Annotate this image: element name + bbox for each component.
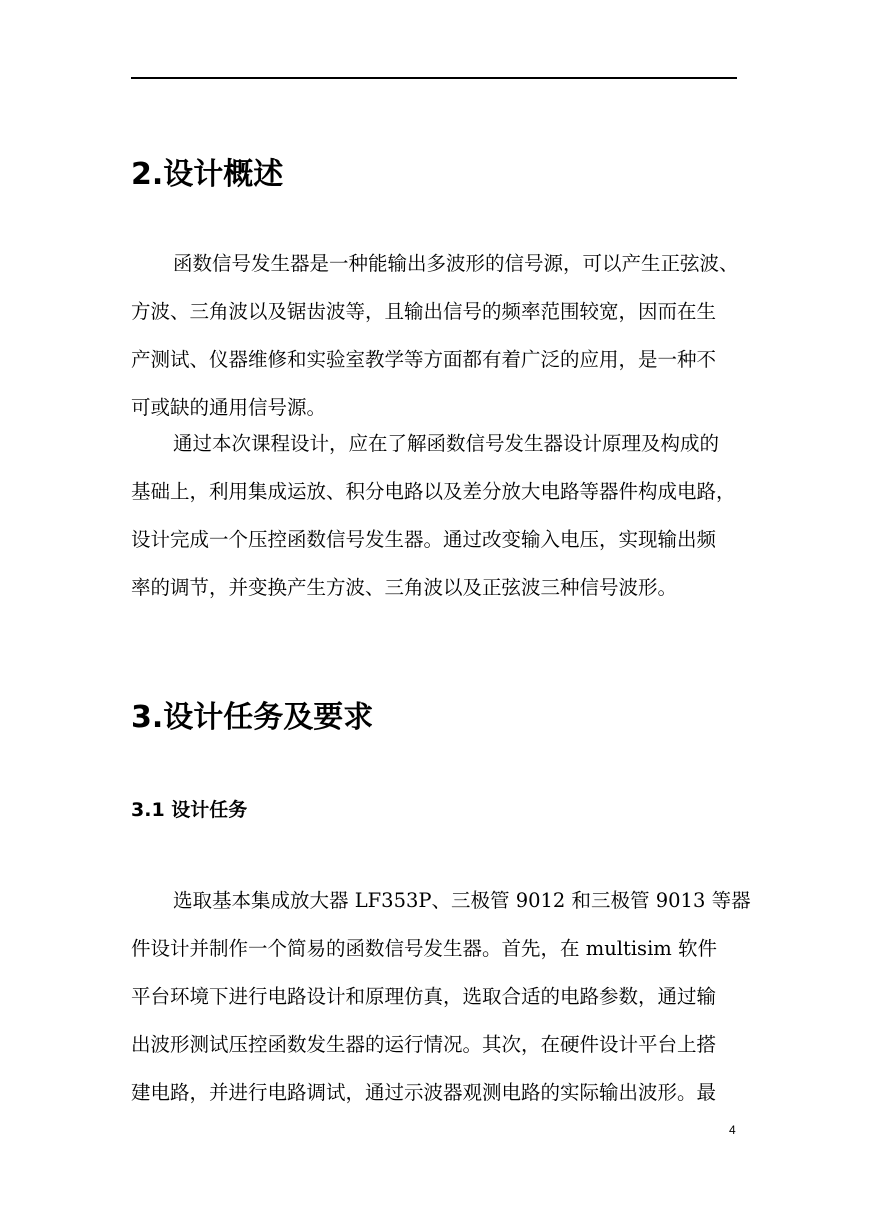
paragraph-line: 建电路，并进行电路调试，通过示波器观测电路的实际输出波形。最 [131,1081,717,1104]
section-heading-design-overview: 2.设计概述 [131,157,284,192]
paragraph-line: 出波形测试压控函数发生器的运行情况。其次，在硬件设计平台上搭 [131,1033,717,1056]
paragraph-line: 可或缺的通用信号源。 [131,396,327,419]
paragraph-line: 产测试、仪器维修和实验室教学等方面都有着广泛的应用，是一种不 [131,348,717,371]
paragraph-line: 设计完成一个压控函数信号发生器。通过改变输入电压，实现输出频 [131,528,717,551]
overview-paragraph-2 [131,420,741,612]
header-rule [131,77,737,79]
paragraph-line: 方波、三角波以及锯齿波等，且输出信号的频率范围较宽，因而在生 [131,300,717,323]
section-heading-design-tasks: 3.设计任务及要求 [131,700,374,735]
paragraph-line: 选取基本集成放大器 LF353P、三极管 9012 和三极管 9013 等器 [173,889,751,912]
overview-paragraph-1 [131,240,741,432]
tasks-paragraph [131,877,751,1117]
subsection-heading-design-tasks: 3.1 设计任务 [131,799,248,821]
paragraph-line: 通过本次课程设计，应在了解函数信号发生器设计原理及构成的 [173,432,720,455]
paragraph-line: 函数信号发生器是一种能输出多波形的信号源，可以产生正弦波、 [173,252,739,275]
page-number: 4 [729,1123,736,1137]
paragraph-line: 基础上，利用集成运放、积分电路以及差分放大电路等器件构成电路， [131,480,736,503]
paragraph-line: 平台环境下进行电路设计和原理仿真，选取合适的电路参数，通过输 [131,985,717,1008]
paragraph-line: 件设计并制作一个简易的函数信号发生器。首先，在 multisim 软件 [131,937,717,960]
paragraph-line: 率的调节，并变换产生方波、三角波以及正弦波三种信号波形。 [131,576,678,599]
